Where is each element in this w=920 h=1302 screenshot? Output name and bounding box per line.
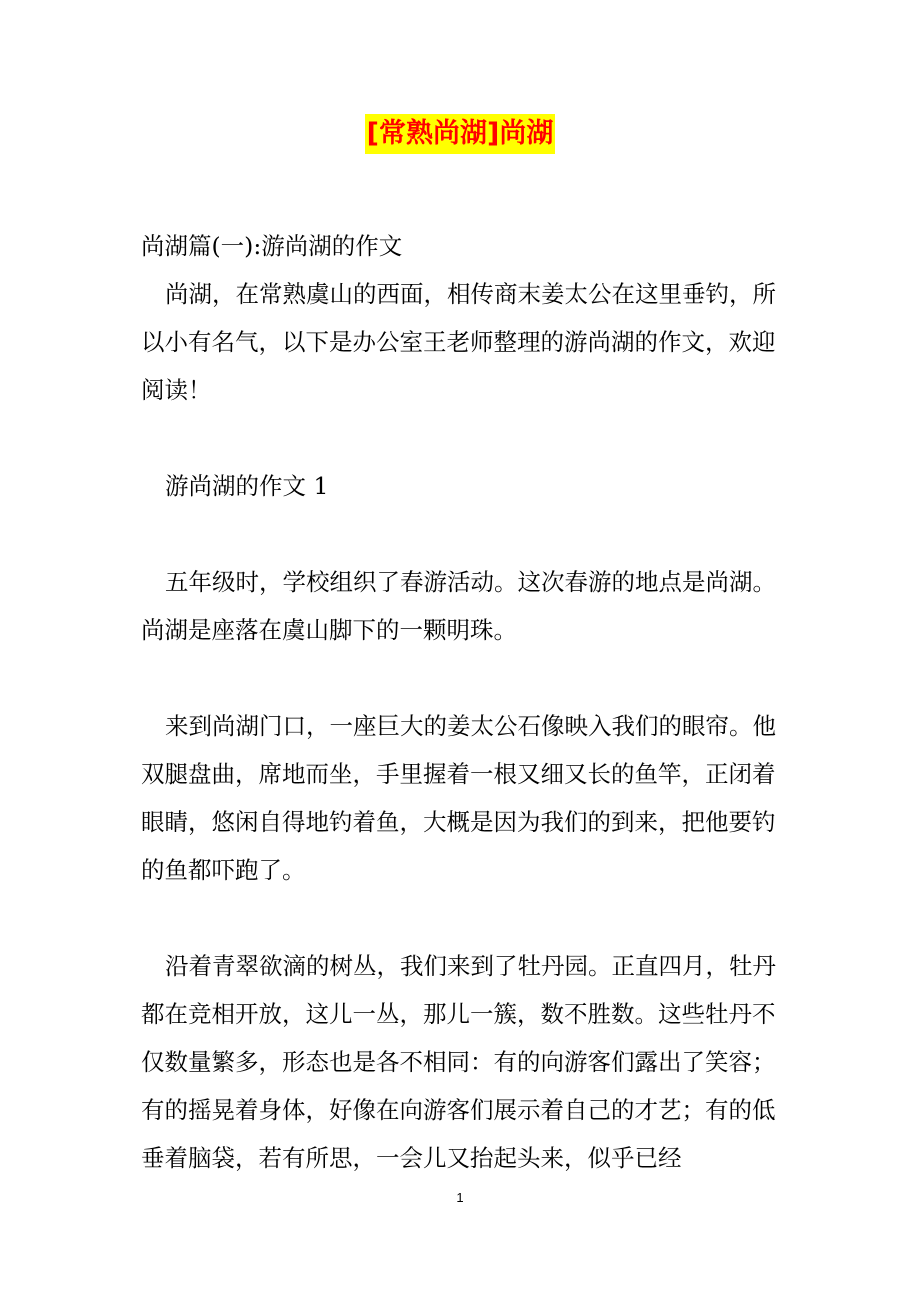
paragraph: 五年级时，学校组织了春游活动。这次春游的地点是尚湖。尚湖是座落在虞山脚下的一颗明珠。 bbox=[141, 568, 776, 644]
paragraph: 沿着青翠欲滴的树丛，我们来到了牡丹园。正直四月，牡丹都在竞相开放，这儿一丛，那儿一簇，数不胜数。这些牡丹不仅数量繁多，形态也是各不相同：有的向游客们露出了笑容；有的摇晃着身体，好像在向游客们展示着自己的才艺；有的低垂着脑袋，若有所思，一会儿又抬起头来，似乎已经 bbox=[141, 952, 776, 1172]
intro-block bbox=[141, 222, 791, 414]
intro-paragraph: 尚湖，在常熟虞山的西面，相传商末姜太公在这里垂钓，所以小有名气，以下是办公室王老师整理的游尚湖的作文，欢迎阅读！ bbox=[141, 280, 776, 404]
essay-title-block bbox=[141, 462, 791, 510]
document-title: [常熟尚湖]尚湖 bbox=[365, 114, 556, 154]
paragraph-1-block bbox=[141, 558, 791, 654]
title-container bbox=[0, 114, 920, 154]
paragraph: 来到尚湖门口，一座巨大的姜太公石像映入我们的眼帘。他双腿盘曲，席地而坐，手里握着一根又细又长的鱼竿，正闭着眼睛，悠闲自得地钓着鱼，大概是因为我们的到来，把他要钓的鱼都吓跑了。 bbox=[141, 712, 776, 884]
paragraph-2-block bbox=[141, 702, 791, 894]
paragraph-3-block bbox=[141, 942, 791, 1182]
section-heading: 尚湖篇(一):游尚湖的作文 bbox=[141, 232, 403, 260]
page-number: 1 bbox=[456, 1190, 464, 1205]
essay-title: 游尚湖的作文 1 bbox=[165, 472, 329, 500]
